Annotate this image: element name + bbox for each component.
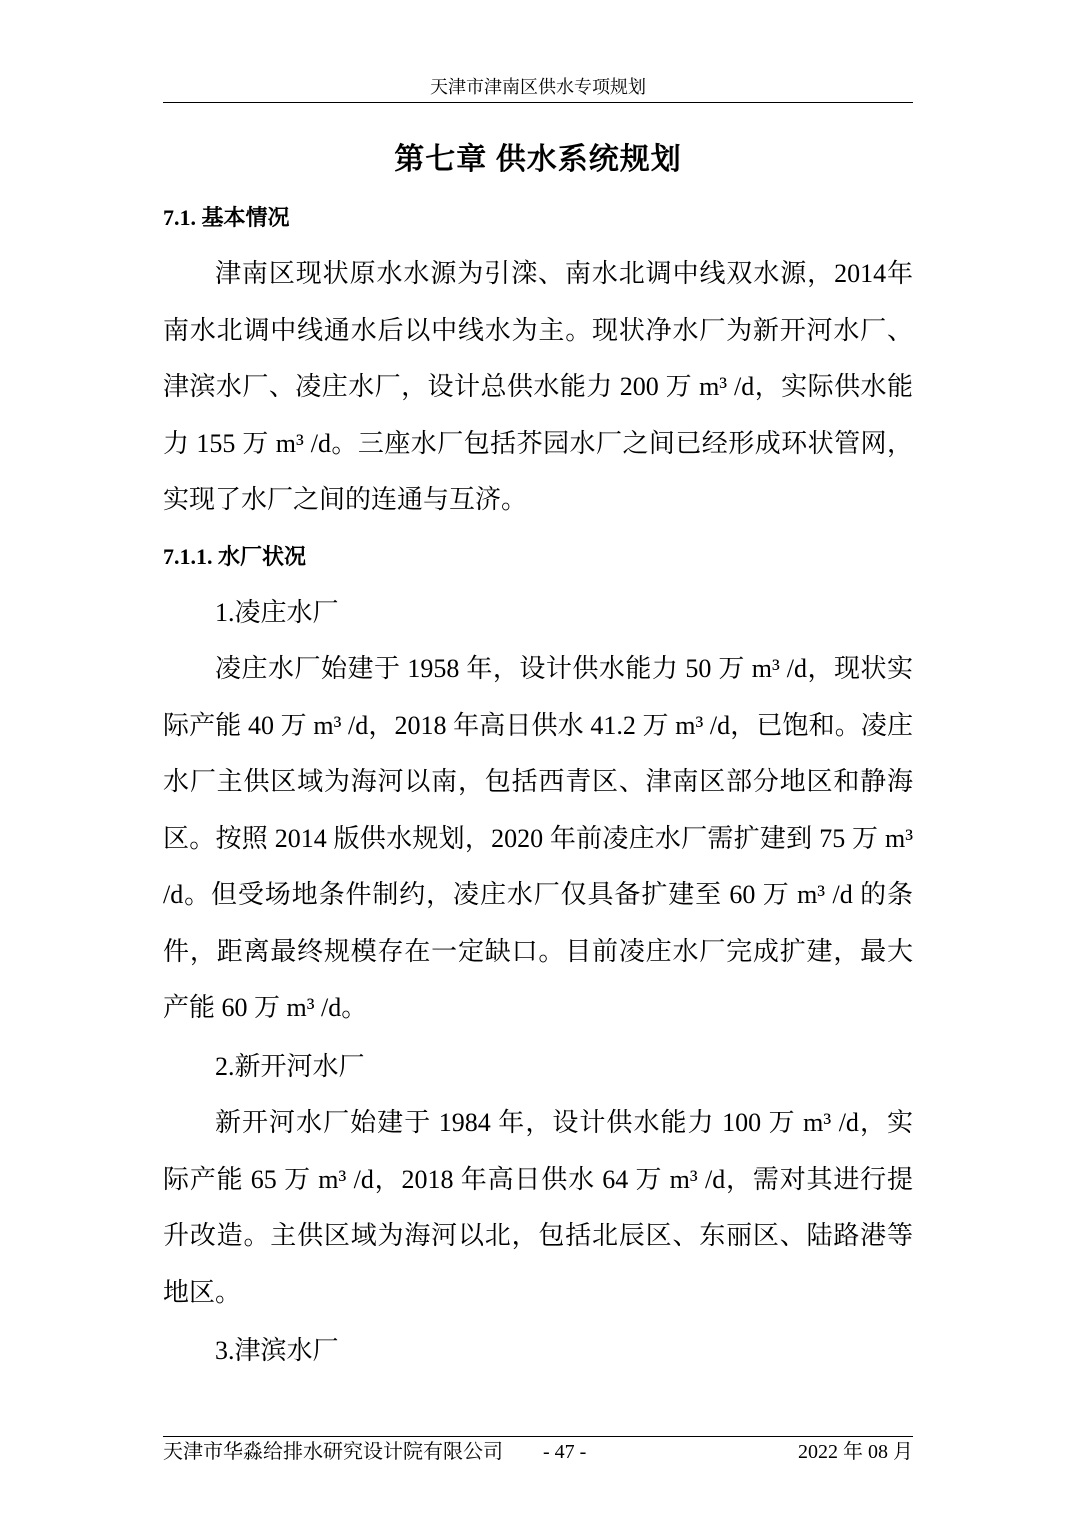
page-footer — [163, 1437, 913, 1467]
document-body — [163, 190, 913, 1380]
section-heading-7-1-1: 7.1.1. 水厂状况 — [163, 543, 307, 569]
header-divider — [163, 102, 913, 103]
chapter-title: 第七章 供水系统规划 — [394, 143, 682, 176]
plant-2-title: 2.新开河水厂 — [215, 1051, 365, 1081]
plant-2-paragraph: 新开河水厂始建于 1984 年，设计供水能力 100 万 m³ /d，实际产能 65 万 m³ /d，2018 年高日供水 64 万 m³ /d，需对其进行提升改造。主供区域为海河以北，包括北辰区、东丽区、陆路港等地区。 — [163, 1108, 913, 1307]
section-7-1-paragraph: 津南区现状原水水源为引滦、南水北调中线双水源，2014年南水北调中线通水后以中线水为主。现状净水厂为新开河水厂、津滨水厂、凌庄水厂，设计总供水能力 200 万 m³ /d，实际供水能力 155 万 m³ /d。三座水厂包括芥园水厂之间已经形成环状管网，实现了水厂之间的连通与互济。 — [163, 259, 913, 514]
plant-3-title: 3.津滨水厂 — [215, 1336, 339, 1365]
footer-date: 2022 年 08 月 — [798, 1441, 913, 1463]
page-header: 天津市津南区供水专项规划 — [430, 77, 646, 97]
plant-1-title: 1.凌庄水厂 — [215, 597, 339, 627]
page-number: - 47 - — [543, 1441, 587, 1463]
section-heading-7-1: 7.1. 基本情况 — [163, 205, 290, 230]
plant-1-paragraph: 凌庄水厂始建于 1958 年，设计供水能力 50 万 m³ /d，现状实际产能 40 万 m³ /d，2018 年高日供水 41.2 万 m³ /d，已饱和。凌庄水厂主供区域为海河以南，包括西青区、津南区部分地区和静海区。按照 2014 版供水规划，2020 年前凌庄水厂需扩建到 75 万 m³ /d。但受场地条件制约，凌庄水厂仅具备扩建至 60 万 m³ /d 的条件，距离最终规模存在一定缺口。目前凌庄水厂完成扩建，最大产能 60 万 m³ /d。 — [163, 654, 913, 1022]
footer-company: 天津市华淼给排水研究设计院有限公司 — [163, 1441, 503, 1463]
